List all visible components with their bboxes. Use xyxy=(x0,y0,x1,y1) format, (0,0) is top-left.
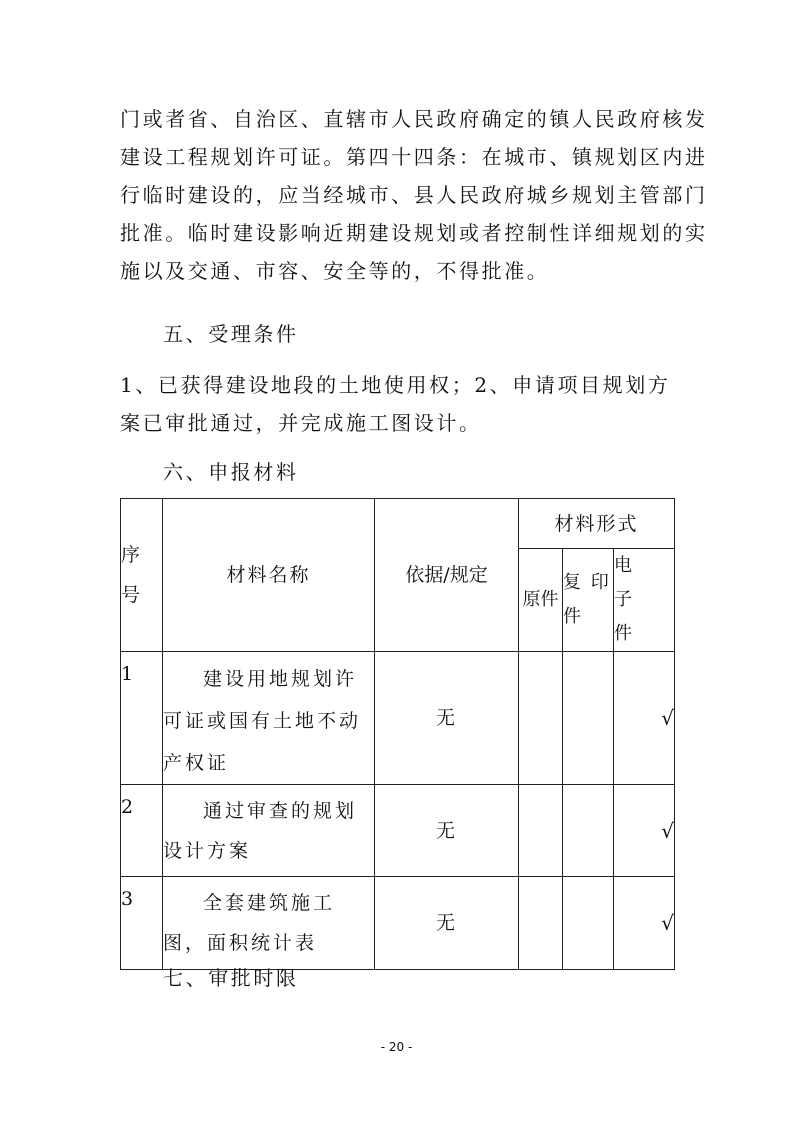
row-copy xyxy=(563,877,614,970)
header-material-name: 材料名称 xyxy=(163,499,375,652)
row-electronic: √ xyxy=(614,877,675,970)
header-seq: 序号 xyxy=(121,499,163,652)
row-original xyxy=(519,652,563,785)
paragraph-planning-law xyxy=(120,100,708,290)
paragraph-acceptance-conditions xyxy=(120,366,676,442)
row-material-name: 通过审查的规划设计方案 xyxy=(163,785,375,877)
section-heading-application-materials: 六、申报材料 xyxy=(163,460,299,484)
text-line: 门或者省、自治区、直辖市人民政府确定的镇人民政府核发 xyxy=(120,107,708,131)
row-original xyxy=(519,785,563,877)
page-number: - 20 - xyxy=(380,1040,413,1054)
section-heading-approval-time-limit: 七、审批时限 xyxy=(163,966,299,990)
row-basis: 无 xyxy=(375,652,519,785)
text-line: 1、已获得建设地段的土地使用权；2、申请项目规划方 xyxy=(120,373,671,397)
header-electronic: 电 子件 xyxy=(614,549,675,652)
row-seq: 1 xyxy=(121,652,163,785)
text-line: 行临时建设的，应当经城市、县人民政府城乡规划主管部门 xyxy=(120,183,708,207)
row-electronic: √ xyxy=(614,785,675,877)
row-basis: 无 xyxy=(375,877,519,970)
header-material-form: 材料形式 xyxy=(519,499,675,549)
row-copy xyxy=(563,785,614,877)
header-original: 原件 xyxy=(519,549,563,652)
text-line: 案已审批通过，并完成施工图设计。 xyxy=(120,411,482,435)
row-basis: 无 xyxy=(375,785,519,877)
table-row xyxy=(121,877,675,970)
row-electronic: √ xyxy=(614,652,675,785)
row-seq: 2 xyxy=(121,785,163,877)
text-line: 建设工程规划许可证。第四十四条：在城市、镇规划区内进 xyxy=(120,145,708,169)
table-row xyxy=(121,785,675,877)
row-material-name: 全套建筑施工图，面积统计表 xyxy=(163,877,375,970)
row-seq: 3 xyxy=(121,877,163,970)
header-copy: 复 印件 xyxy=(563,549,614,652)
row-material-name: 建设用地规划许可证或国有土地不动产权证 xyxy=(163,652,375,785)
header-basis: 依据/规定 xyxy=(375,499,519,652)
text-line: 施以及交通、市容、安全等的，不得批准。 xyxy=(120,259,550,283)
table-row xyxy=(121,652,675,785)
section-heading-acceptance-conditions: 五、受理条件 xyxy=(163,322,299,346)
materials-table xyxy=(120,498,675,970)
row-copy xyxy=(563,652,614,785)
row-original xyxy=(519,877,563,970)
text-line: 批准。临时建设影响近期建设规划或者控制性详细规划的实 xyxy=(120,221,708,245)
